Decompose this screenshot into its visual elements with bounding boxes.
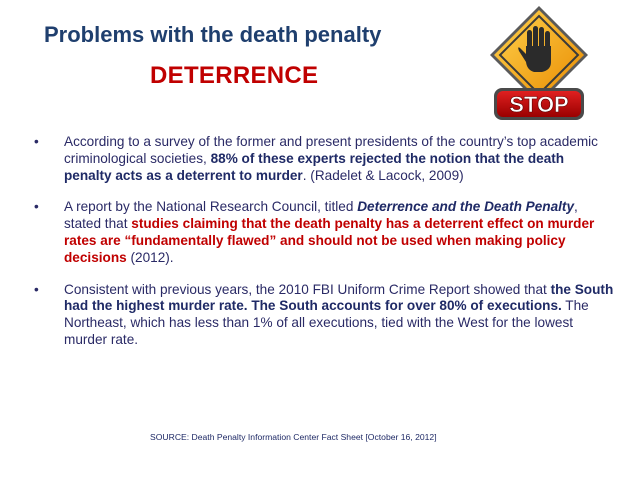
bullet-marker: • bbox=[34, 199, 39, 215]
bullet-text: , stated that bbox=[64, 199, 578, 232]
bullet-text: . (Radelet & Lacock, 2009) bbox=[302, 167, 464, 183]
bullet-text: (2012). bbox=[126, 249, 174, 265]
bullet-emphasis: 88% of these experts rejected the notion that the death penalty acts as a deterrent to murder bbox=[64, 150, 565, 183]
source-citation: SOURCE: Death Penalty Information Center Fact Sheet [October 16, 2012] bbox=[150, 432, 437, 442]
bullet-nrc-report bbox=[34, 199, 614, 266]
bullet-text: According to a survey of the former and present presidents of the country’s top academic criminological societies, bbox=[64, 134, 598, 166]
bullet-survey bbox=[34, 134, 614, 184]
bullet-text: The Northeast, which has less than 1% of all executions, tied with the West for the lowest murder rate. bbox=[64, 298, 589, 347]
bullet-emphasis-red: studies claiming that the death penalty has a deterrent effect on murder rates are “fundamentally flawed” and should not be used when making policy decisions bbox=[64, 216, 595, 265]
bullet-fbi-report bbox=[34, 282, 614, 349]
slide-subtitle: DETERRENCE bbox=[150, 62, 319, 89]
slide-title: Problems with the death penalty bbox=[44, 22, 382, 47]
bullet-text: A report by the National Research Council, titled bbox=[64, 199, 358, 215]
bullet-marker: • bbox=[34, 134, 39, 149]
bullet-text: Consistent with previous years, the 2010 FBI Uniform Crime Report showed that bbox=[64, 281, 551, 297]
bullet-list bbox=[34, 134, 614, 364]
bullet-marker: • bbox=[34, 281, 39, 297]
report-title: Deterrence and the Death Penalty bbox=[357, 199, 575, 215]
bullet-emphasis: the South had the highest murder rate. The South accounts for over 80% of executions. bbox=[64, 281, 614, 314]
stop-sign-text: STOP bbox=[509, 92, 569, 117]
stop-hand-sign-icon bbox=[484, 2, 594, 127]
